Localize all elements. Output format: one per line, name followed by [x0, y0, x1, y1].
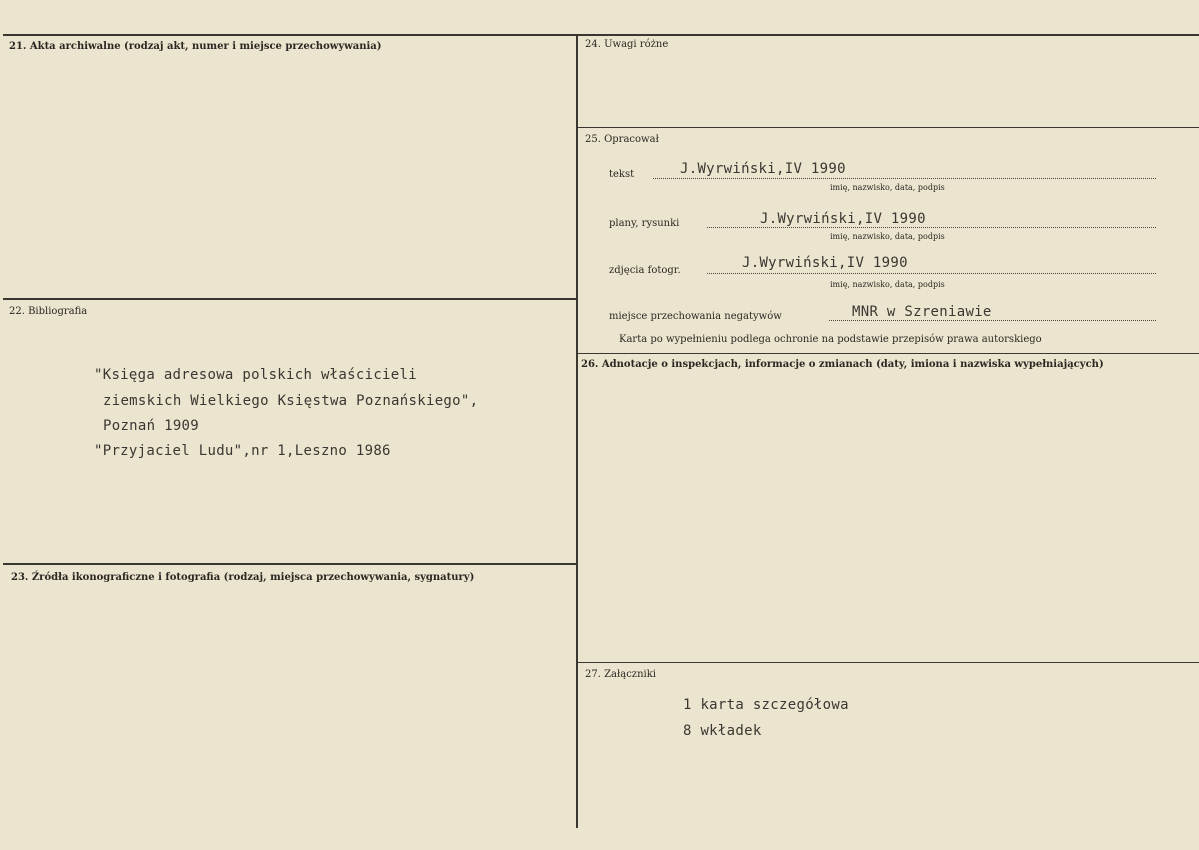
divider-25-26 — [578, 353, 1199, 354]
bibliography-line: ziemskich Wielkiego Księstwa Poznańskiego", — [103, 393, 479, 409]
bibliography-line: "Przyjaciel Ludu",nr 1,Leszno 1986 — [94, 443, 391, 459]
negatywy-value: MNR w Szreniawie — [852, 304, 992, 320]
plany-label: plany, rysunki — [609, 218, 680, 229]
divider-26-27 — [578, 662, 1199, 663]
bibliography-line: "Księga adresowa polskich właścicieli — [94, 367, 417, 383]
section-22-heading: 22. Bibliografia — [9, 306, 88, 317]
zdjecia-label: zdjęcia fotogr. — [609, 265, 681, 276]
section-25-heading: 25. Opracował — [585, 134, 659, 145]
attachment-line: 8 wkładek — [683, 723, 762, 739]
top-border — [3, 34, 1199, 36]
plany-line — [707, 227, 1156, 228]
plany-caption: imię, nazwisko, data, podpis — [830, 232, 945, 241]
negatywy-line — [829, 320, 1156, 321]
zdjecia-value: J.Wyrwiński,IV 1990 — [742, 255, 908, 271]
zdjecia-caption: imię, nazwisko, data, podpis — [830, 280, 945, 289]
center-divider — [576, 34, 578, 828]
section-26-heading: 26. Adnotacje o inspekcjach, informacje o zmianach (daty, imiona i nazwiska wypełniających) — [581, 359, 1104, 370]
tekst-label: tekst — [609, 169, 635, 180]
section-23-heading: 23. Źródła ikonograficzne i fotografia (rodzaj, miejsca przechowywania, sygnatury) — [11, 572, 475, 583]
section-24-heading: 24. Uwagi różne — [585, 39, 669, 50]
section-21-heading: 21. Akta archiwalne (rodzaj akt, numer i miejsce przechowywania) — [9, 41, 382, 52]
copyright-note: Karta po wypełnieniu podlega ochronie na podstawie przepisów prawa autorskiego — [619, 334, 1042, 345]
divider-24-25 — [578, 127, 1199, 128]
divider-21-22 — [3, 298, 576, 300]
attachment-line: 1 karta szczegółowa — [683, 697, 849, 713]
bibliography-line: Poznań 1909 — [103, 418, 200, 434]
tekst-caption: imię, nazwisko, data, podpis — [830, 183, 945, 192]
section-27-heading: 27. Załączniki — [585, 669, 656, 680]
plany-value: J.Wyrwiński,IV 1990 — [760, 211, 926, 227]
tekst-value: J.Wyrwiński,IV 1990 — [680, 161, 846, 177]
tekst-line — [653, 178, 1156, 179]
divider-22-23 — [3, 563, 576, 565]
negatywy-label: miejsce przechowania negatywów — [609, 311, 782, 322]
zdjecia-line — [707, 273, 1156, 274]
